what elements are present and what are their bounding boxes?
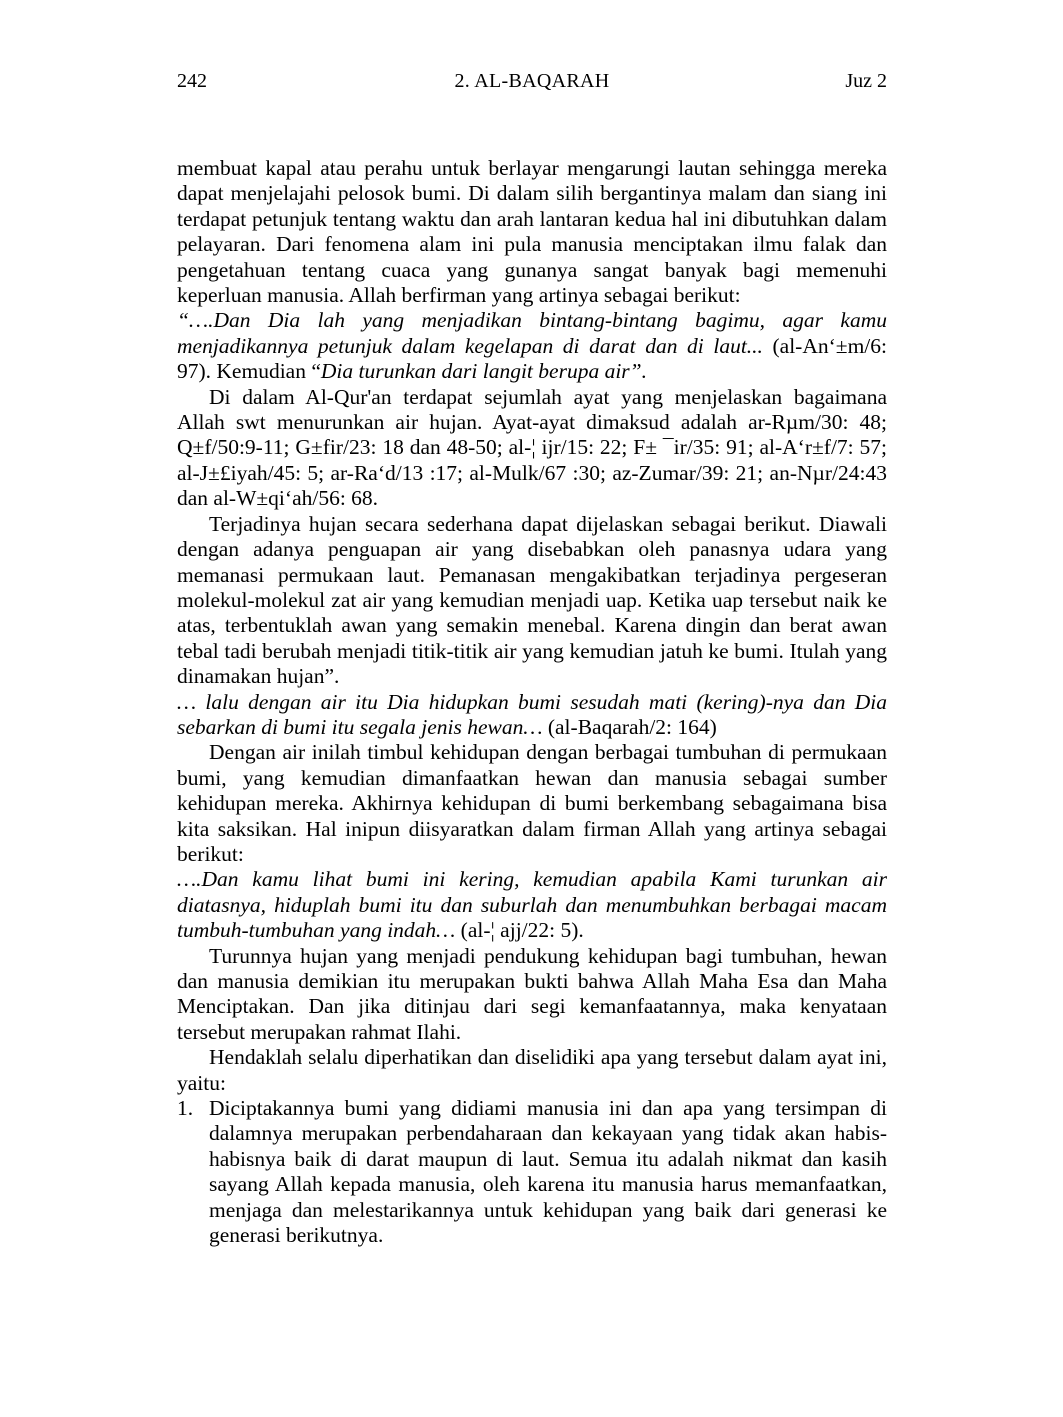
quote-3 bbox=[177, 867, 887, 943]
paragraph-2: Di dalam Al-Qur'an terdapat sejumlah ayat yang menjelaskan bagaimana Allah swt menurunkan air hujan. Ayat-ayat dimaksud adalah ar-Rµm/30: 48; Q±f/50:9-11; G±fir/23: 18 dan 48-50; al-¦ ijr/15: 22; F± ¯ir/35: 91; al-A‘r±f/7: 57; al-J±£iyah/45: 5; ar-Ra‘d/13 :17; al-Mulk/67 :30; az-Zumar/39: 21; an-Nµr/24:43 dan al-W±qi‘ah/56: 68. bbox=[177, 384, 887, 511]
quote-1 bbox=[177, 308, 887, 384]
juz-label: Juz 2 bbox=[845, 70, 887, 92]
paragraph-3: Terjadinya hujan secara sederhana dapat dijelaskan sebagai berikut. Diawali dengan adanya penguapan air yang disebabkan oleh panasnya udara yang memanasi permukaan laut. Pemanasan mengakibatkan terjadinya pergeseran molekul-molekul zat air yang kemudian menjadi uap. Ketika uap tersebut naik ke atas, terbentuklah awan yang semakin menebal. Karena dingin dan berat awan tebal tadi berubah menjadi titik-titik air yang kemudian jatuh ke bumi. Itulah yang dinamakan hujan”. bbox=[177, 511, 887, 689]
paragraph-4: Dengan air inilah timbul kehidupan dengan berbagai tumbuhan di permukaan bumi, yang kemudian dimanfaatkan hewan dan manusia sebagai sumber kehidupan mereka. Akhirnya kehidupan di bumi berkembang sebagaimana bisa kita saksikan. Hal inipun diisyaratkan dalam firman Allah yang artinya sebagai berikut: bbox=[177, 740, 887, 866]
quote-1-text: “….Dan Dia lah yang menjadikan bintang-bintang bagimu, agar kamu menjadikannya petunjuk dalam kegelapan di darat dan di laut... bbox=[177, 308, 887, 358]
quote-2-reference: (al-Baqarah/2: 164) bbox=[542, 714, 717, 739]
quote-3-text: ….Dan kamu lihat bumi ini kering, kemudian apabila Kami turunkan air diatasnya, hiduplah bumi itu dan suburlah dan menumbuhkan berbagai macam tumbuh-tumbuhan yang indah… bbox=[177, 867, 887, 943]
quote-1-text-2: Dia turunkan dari langit berupa air”. bbox=[320, 359, 647, 384]
page-body bbox=[177, 156, 887, 1248]
quote-2 bbox=[177, 690, 887, 741]
paragraph-5: Turunnya hujan yang menjadi pendukung kehidupan bagi tumbuhan, hewan dan manusia demikian itu merupakan bukti bahwa Allah Maha Esa dan Maha Menciptakan. Dan jika ditinjau dari segi kemanfaatannya, maka kenyataan tersebut merupakan rahmat Ilahi. bbox=[177, 943, 887, 1044]
page-header bbox=[177, 70, 887, 100]
list-item-number: 1. bbox=[177, 1096, 194, 1121]
quote-1-reference: (al-An‘±m/6: 97). Kemudian “ bbox=[177, 333, 887, 384]
page-number: 242 bbox=[177, 70, 207, 92]
list-item-text: Diciptakannya bumi yang didiami manusia ini dan apa yang tersimpan di dalamnya merupakan perbendaharaan dan kekayaan yang tidak akan habis-habisnya baik di darat maupun di laut. Semua itu adalah nikmat dan kasih sayang Allah kepada manusia, oleh karena itu manusia harus memanfaatkan, menjaga dan melestarikannya untuk kehidupan yang baik dari generasi ke generasi berikutnya. bbox=[209, 1096, 887, 1248]
list-item bbox=[177, 1096, 887, 1248]
quote-2-text: … lalu dengan air itu Dia hidupkan bumi sesudah mati (kering)-nya dan Dia sebarkan di bumi itu segala jenis hewan… bbox=[177, 689, 887, 739]
quote-3-reference: (al-¦ ajj/22: 5). bbox=[455, 918, 584, 943]
paragraph-1: membuat kapal atau perahu untuk berlayar mengarungi lautan sehingga mereka dapat menjelajahi pelosok bumi. Di dalam silih bergantinya malam dan siang ini terdapat petunjuk tentang waktu dan arah lantaran kedua hal ini dibutuhkan dalam pelayaran. Dari fenomena alam ini pula manusia menciptakan ilmu falak dan pengetahuan tentang cuaca yang gunanya sangat banyak bagi memenuhi keperluan manusia. Allah berfirman yang artinya sebagai berikut: bbox=[177, 156, 887, 308]
chapter-title: 2. AL-BAQARAH bbox=[454, 70, 610, 92]
paragraph-6: Hendaklah selalu diperhatikan dan diselidiki apa yang tersebut dalam ayat ini, yaitu: bbox=[177, 1045, 887, 1095]
